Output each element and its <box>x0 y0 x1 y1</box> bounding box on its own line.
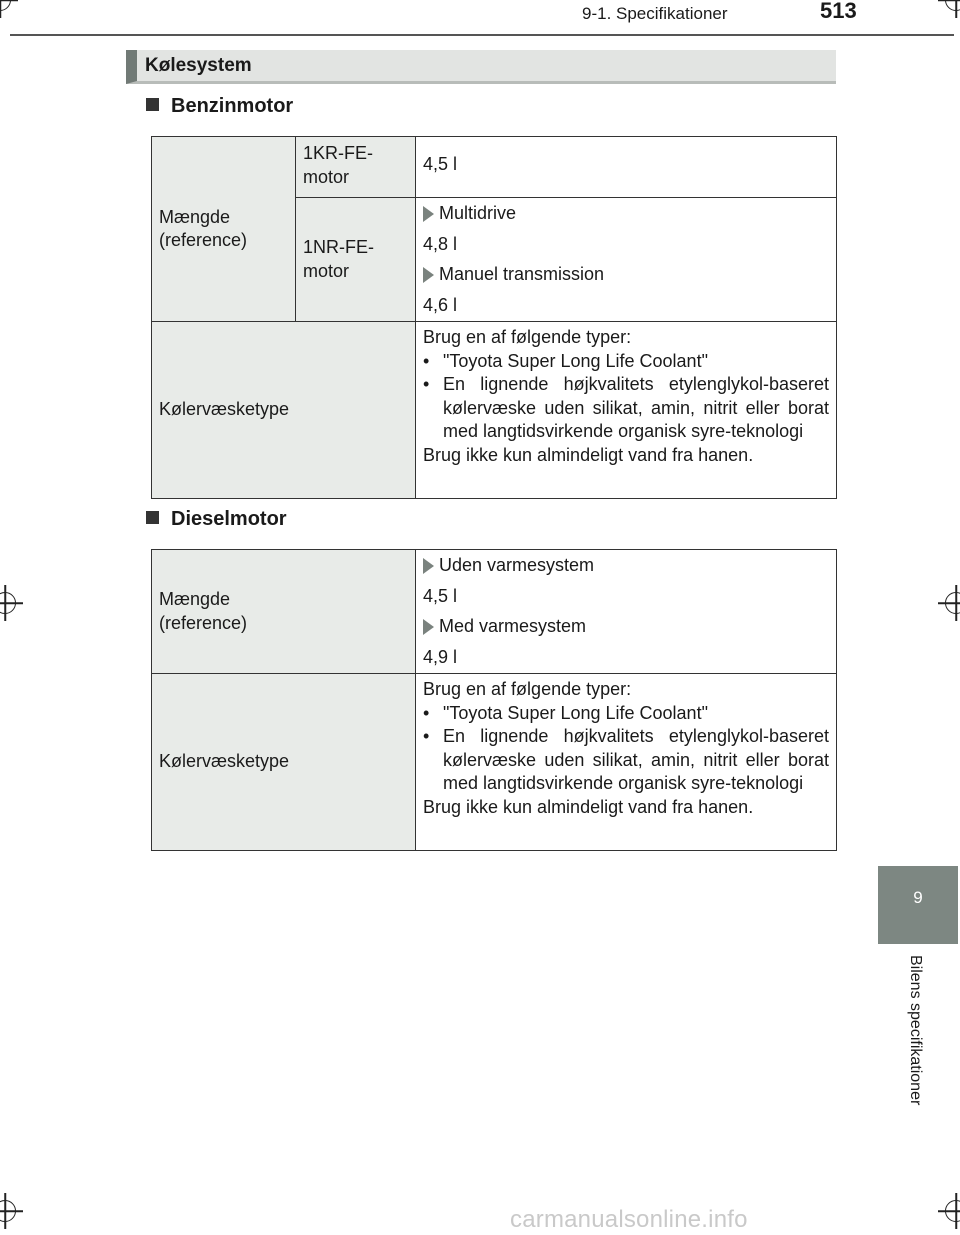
bullet-icon: • <box>423 702 430 723</box>
quantity-values <box>416 550 837 674</box>
heating-label: Uden varmesystem <box>439 555 595 575</box>
transmission-label: Multidrive <box>439 203 517 223</box>
list-item <box>423 554 829 578</box>
table-row <box>152 322 837 499</box>
diesel-heading <box>146 508 287 531</box>
coolant-type-description <box>416 674 837 851</box>
list-item <box>423 373 829 444</box>
engine-1kr-cell: 1KR-FE- motor <box>296 137 416 198</box>
watermark: carmanualsonline.info <box>510 1206 748 1233</box>
square-bullet-icon <box>146 511 159 524</box>
coolant-type-label: Kølervæsketype <box>152 674 416 851</box>
crop-mark-icon <box>0 592 16 614</box>
coolant-type-label: Kølervæsketype <box>152 322 416 499</box>
list-item <box>423 350 829 374</box>
table-row <box>152 137 837 198</box>
chapter-side-label <box>906 955 930 1135</box>
petrol-heading-text: Benzinmotor <box>171 95 294 117</box>
coolant-note: Brug ikke kun almindeligt vand fra hanen. <box>423 796 754 817</box>
list-item <box>423 725 829 796</box>
crop-mark-icon <box>0 1200 16 1222</box>
coolant-option: En lignende højkvalitets etylenglykol-baseret kølervæske uden silikat, amin, nitrit eller borat med langtidsvirkende organisk syre-teknologi <box>443 726 829 793</box>
engine-1kr-value: 4,5 l <box>416 137 837 198</box>
list-item <box>423 202 829 226</box>
coolant-option: En lignende højkvalitets etylenglykol-baseret kølervæske uden silikat, amin, nitrit eller borat med langtidsvirkende organisk syre-teknologi <box>443 374 829 441</box>
coolant-intro: Brug en af følgende typer: <box>423 679 632 699</box>
engine-1nr-values <box>416 198 837 322</box>
transmission-value: 4,8 l <box>423 233 458 254</box>
quantity-label-cell: Mængde (reference) <box>152 137 296 322</box>
list-item <box>423 615 829 639</box>
chapter-number: 9 <box>913 888 923 907</box>
crop-mark-icon <box>945 592 960 614</box>
coolant-option: "Toyota Super Long Life Coolant" <box>443 702 708 723</box>
petrol-coolant-table <box>151 136 837 499</box>
table-row <box>152 674 837 851</box>
running-header-section: 9-1. Specifikationer <box>582 4 728 23</box>
list-item <box>423 263 829 287</box>
bullet-icon: • <box>423 726 430 746</box>
transmission-value: 4,6 l <box>423 294 458 315</box>
crop-mark-icon <box>945 0 960 11</box>
coolant-note: Brug ikke kun almindeligt vand fra hanen. <box>423 444 754 465</box>
triangle-arrow-icon <box>423 267 434 283</box>
coolant-intro: Brug en af følgende typer: <box>423 327 632 347</box>
chapter-title: Bilens specifikationer <box>907 955 924 1106</box>
triangle-arrow-icon <box>423 206 434 222</box>
diesel-heading-text: Dieselmotor <box>171 508 287 530</box>
bullet-icon: • <box>423 374 430 394</box>
quantity-label-cell: Mængde (reference) <box>152 550 416 674</box>
chapter-tab[interactable] <box>878 866 958 944</box>
section-title-bar <box>126 50 836 84</box>
page-number: 513 <box>820 0 857 23</box>
petrol-heading <box>146 95 293 118</box>
square-bullet-icon <box>146 98 159 111</box>
list-item <box>423 702 829 726</box>
crop-mark-icon <box>945 1200 960 1222</box>
coolant-option: "Toyota Super Long Life Coolant" <box>443 350 708 371</box>
engine-1nr-cell: 1NR-FE- motor <box>296 198 416 322</box>
header-divider <box>10 34 954 36</box>
triangle-arrow-icon <box>423 619 434 635</box>
section-title: Kølesystem <box>145 55 252 76</box>
triangle-arrow-icon <box>423 558 434 574</box>
coolant-type-description <box>416 322 837 499</box>
heating-value: 4,5 l <box>423 585 458 606</box>
heating-label: Med varmesystem <box>439 616 587 636</box>
table-row <box>152 550 837 674</box>
transmission-label: Manuel transmission <box>439 264 605 284</box>
diesel-coolant-table <box>151 549 837 851</box>
heating-value: 4,9 l <box>423 646 458 667</box>
crop-mark-icon <box>0 0 11 11</box>
bullet-icon: • <box>423 350 430 371</box>
